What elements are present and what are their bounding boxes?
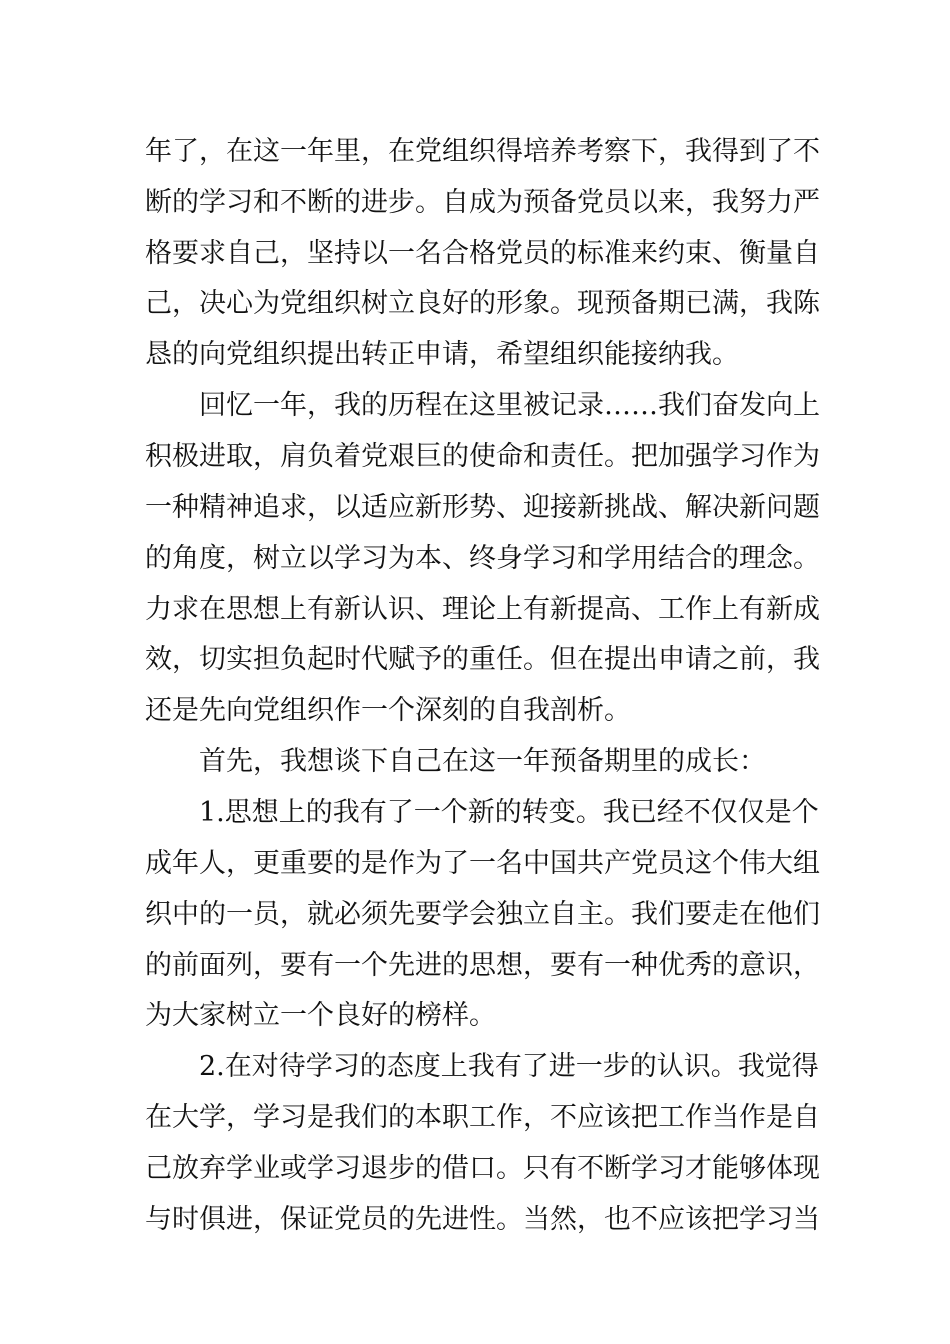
text-line: 与时俱进，保证党员的先进性。当然，也不应该把学习当	[145, 1204, 820, 1235]
text-line: 为大家树立一个良好的榜样。	[145, 1000, 496, 1031]
text-line: 年了，在这一年里，在党组织得培养考察下，我得到了不	[145, 136, 820, 167]
text-line: 1.思想上的我有了一个新的转变。我已经不仅仅是个	[199, 797, 819, 828]
text-line: 首先，我想谈下自己在这一年预备期里的成长：	[199, 746, 766, 777]
text-line: 恳的向党组织提出转正申请，希望组织能接纳我。	[145, 339, 739, 370]
text-line: 的前面列，要有一个先进的思想，要有一种优秀的意识，	[145, 950, 820, 981]
text-line: 效，切实担负起时代赋予的重任。但在提出申请之前，我	[145, 644, 820, 675]
text-line: 力求在思想上有新认识、理论上有新提高、工作上有新成	[145, 594, 820, 625]
text-line: 格要求自己，坚持以一名合格党员的标准来约束、衡量自	[145, 238, 820, 269]
text-line: 回忆一年，我的历程在这里被记录……我们奋发向上	[199, 390, 820, 421]
text-line: 一种精神追求，以适应新形势、迎接新挑战、解决新问题	[145, 492, 820, 523]
text-line: 还是先向党组织作一个深刻的自我剖析。	[145, 695, 631, 726]
text-line: 己，决心为党组织树立良好的形象。现预备期已满，我陈	[145, 288, 820, 319]
text-line: 成年人，更重要的是作为了一名中国共产党员这个伟大组	[145, 848, 820, 879]
text-line: 积极进取，肩负着党艰巨的使命和责任。把加强学习作为	[145, 441, 820, 472]
text-line: 己放弃学业或学习退步的借口。只有不断学习才能够体现	[145, 1153, 820, 1184]
text-line: 在大学，学习是我们的本职工作，不应该把工作当作是自	[145, 1102, 820, 1133]
text-line: 断的学习和不断的进步。自成为预备党员以来，我努力严	[145, 187, 820, 218]
text-line: 织中的一员，就必须先要学会独立自主。我们要走在他们	[145, 899, 820, 930]
text-line: 的角度，树立以学习为本、终身学习和学用结合的理念。	[145, 543, 820, 574]
text-line: 2.在对待学习的态度上我有了进一步的认识。我觉得	[199, 1051, 819, 1082]
